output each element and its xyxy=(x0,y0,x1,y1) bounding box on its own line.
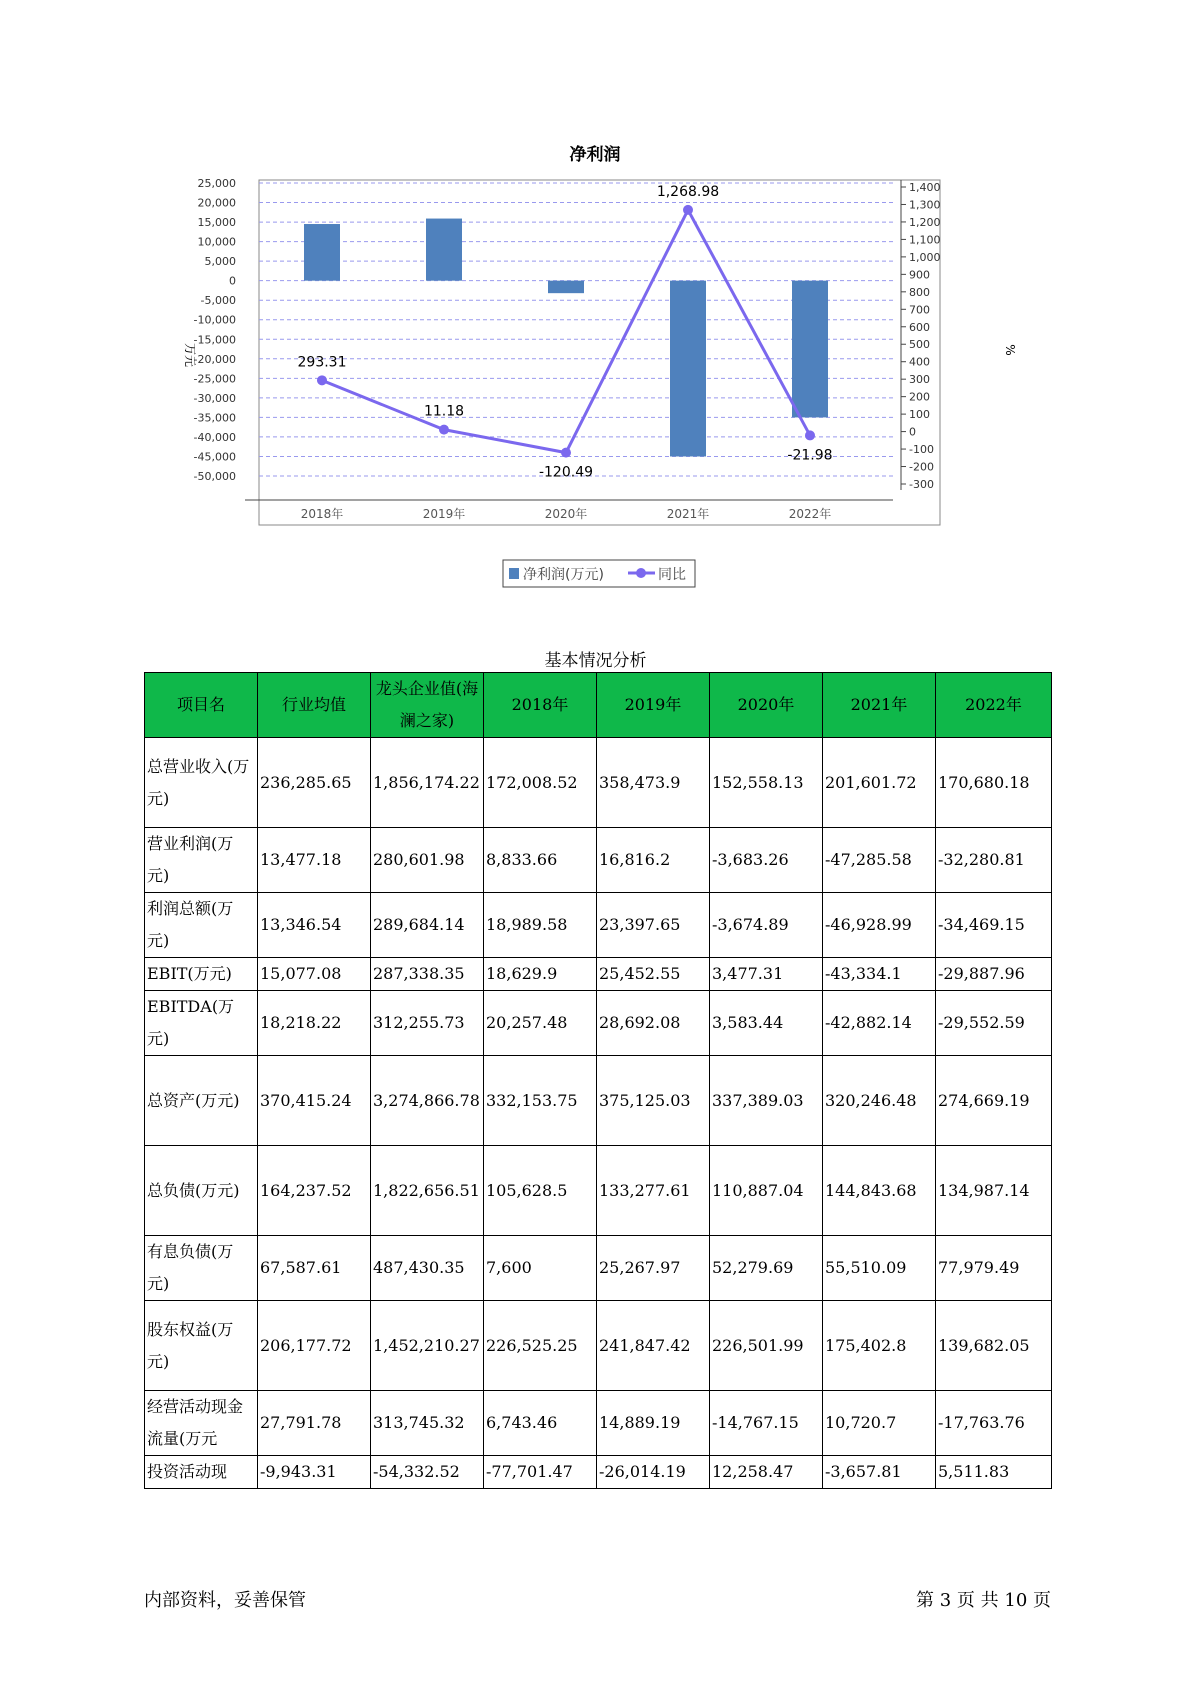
x-axis xyxy=(245,500,893,521)
y-right-tick-label: 700 xyxy=(909,303,930,317)
legend xyxy=(503,560,695,587)
data-label: -21.98 xyxy=(787,447,833,464)
table-cell: -42,882.14 xyxy=(823,991,936,1056)
net-profit-chart xyxy=(0,0,1191,600)
bar xyxy=(426,219,462,281)
y-right-tick-label: 500 xyxy=(909,338,930,352)
table-row xyxy=(145,1391,1052,1456)
bar xyxy=(304,224,340,281)
y-right-tick-label: 200 xyxy=(909,390,930,404)
y-right-tick-label: 100 xyxy=(909,408,930,422)
table-cell: 1,822,656.51 xyxy=(371,1146,484,1236)
y-right-tick-label: 400 xyxy=(909,355,930,369)
y-right-tick-label: 1,200 xyxy=(909,215,941,229)
page-number: 第 3 页 共 10 页 xyxy=(916,1590,1051,1611)
header-cell: 龙头企业值(海澜之家) xyxy=(371,673,484,738)
y-right-tick-label: -100 xyxy=(909,443,934,457)
table-cell: 23,397.65 xyxy=(597,893,710,958)
table-cell: 1,452,210.27 xyxy=(371,1301,484,1391)
row-label-cell: 总营业收入(万元) xyxy=(145,738,258,828)
y-left-tick-label: -50,000 xyxy=(193,470,236,483)
y-left-tick-label: -30,000 xyxy=(193,391,236,405)
table-cell: 241,847.42 xyxy=(597,1301,710,1391)
bar xyxy=(670,281,706,457)
y-left-tick-label: 15,000 xyxy=(197,216,236,230)
table-cell: 6,743.46 xyxy=(484,1391,597,1456)
row-label-cell: 经营活动现金流量(万元 xyxy=(145,1391,258,1456)
line-series xyxy=(298,184,833,481)
table-cell: 175,402.8 xyxy=(823,1301,936,1391)
table-cell: 280,601.98 xyxy=(371,828,484,893)
table-cell: -3,674.89 xyxy=(710,893,823,958)
table-cell: 133,277.61 xyxy=(597,1146,710,1236)
table-row xyxy=(145,828,1052,893)
line-point xyxy=(439,425,449,435)
table-cell: -54,332.52 xyxy=(371,1456,484,1489)
row-label-cell: 总资产(万元) xyxy=(145,1056,258,1146)
table-cell: -77,701.47 xyxy=(484,1456,597,1489)
table-cell: 134,987.14 xyxy=(936,1146,1052,1236)
data-label: 293.31 xyxy=(297,354,347,371)
table-row xyxy=(145,1056,1052,1146)
table-header-row xyxy=(145,673,1052,738)
table-cell: 12,258.47 xyxy=(710,1456,823,1489)
y-right-tick-label: -200 xyxy=(909,460,934,474)
table-row xyxy=(145,991,1052,1056)
table-cell: -3,657.81 xyxy=(823,1456,936,1489)
header-cell: 项目名 xyxy=(145,673,258,738)
table-cell: 67,587.61 xyxy=(258,1236,371,1301)
table-cell: 18,218.22 xyxy=(258,991,371,1056)
table-cell: -29,887.96 xyxy=(936,958,1052,991)
y-right-tick-label: 1,300 xyxy=(909,198,941,212)
y-left-tick-label: -5,000 xyxy=(200,294,236,308)
row-label-cell: 投资活动现 xyxy=(145,1456,258,1489)
row-label-cell: 总负债(万元) xyxy=(145,1146,258,1236)
table-cell: 14,889.19 xyxy=(597,1391,710,1456)
table-cell: -34,469.15 xyxy=(936,893,1052,958)
table-cell: 3,477.31 xyxy=(710,958,823,991)
row-label-cell: EBIT(万元) xyxy=(145,958,258,991)
legend-bar-label: 净利润(万元) xyxy=(523,567,604,583)
header-cell: 行业均值 xyxy=(258,673,371,738)
table-cell: 52,279.69 xyxy=(710,1236,823,1301)
table-cell: 375,125.03 xyxy=(597,1056,710,1146)
table-cell: 289,684.14 xyxy=(371,893,484,958)
y-left-tick-label: 25,000 xyxy=(197,177,236,190)
table-cell: 27,791.78 xyxy=(258,1391,371,1456)
table-cell: 5,511.83 xyxy=(936,1456,1052,1489)
x-tick-label: 2022年 xyxy=(788,507,832,521)
table-cell: -29,552.59 xyxy=(936,991,1052,1056)
table-cell: 226,501.99 xyxy=(710,1301,823,1391)
line-path xyxy=(322,210,810,453)
table-cell: -46,928.99 xyxy=(823,893,936,958)
table-cell: 236,285.65 xyxy=(258,738,371,828)
y-left-tick-label: 20,000 xyxy=(197,196,236,210)
analysis-table xyxy=(144,672,1052,1489)
table-cell: 13,346.54 xyxy=(258,893,371,958)
table-cell: 18,989.58 xyxy=(484,893,597,958)
y-right-tick-label: -300 xyxy=(909,478,934,491)
table-cell: 370,415.24 xyxy=(258,1056,371,1146)
row-label-cell: 有息负债(万元) xyxy=(145,1236,258,1301)
table-row xyxy=(145,738,1052,828)
header-cell: 2019年 xyxy=(597,673,710,738)
legend-line-label: 同比 xyxy=(658,567,686,583)
table-cell: 25,452.55 xyxy=(597,958,710,991)
line-point xyxy=(317,375,327,385)
table-cell: 287,338.35 xyxy=(371,958,484,991)
x-tick-label: 2021年 xyxy=(666,507,710,521)
table-row xyxy=(145,1301,1052,1391)
y-right-tick-label: 800 xyxy=(909,285,930,299)
x-tick-label: 2018年 xyxy=(300,507,344,521)
table-cell: -3,683.26 xyxy=(710,828,823,893)
table-cell: -17,763.76 xyxy=(936,1391,1052,1456)
y-axis-left-label: 万元 xyxy=(183,342,197,368)
y-left-tick-label: -40,000 xyxy=(193,430,236,444)
table-cell: 15,077.08 xyxy=(258,958,371,991)
table-cell: 8,833.66 xyxy=(484,828,597,893)
row-label-cell: 股东权益(万元) xyxy=(145,1301,258,1391)
y-left-tick-label: 5,000 xyxy=(204,255,236,269)
table-row xyxy=(145,893,1052,958)
row-label-cell: 营业利润(万元) xyxy=(145,828,258,893)
table-row xyxy=(145,958,1052,991)
y-left-tick-label: -35,000 xyxy=(193,411,236,425)
table-cell: 206,177.72 xyxy=(258,1301,371,1391)
table-row xyxy=(145,1456,1052,1489)
table-cell: -32,280.81 xyxy=(936,828,1052,893)
table-cell: 201,601.72 xyxy=(823,738,936,828)
bar xyxy=(792,281,828,418)
table-cell: 320,246.48 xyxy=(823,1056,936,1146)
table-cell: 337,389.03 xyxy=(710,1056,823,1146)
plot-frame xyxy=(259,180,940,525)
data-label: 11.18 xyxy=(423,403,465,420)
header-cell: 2020年 xyxy=(710,673,823,738)
line-point xyxy=(683,205,693,215)
table-cell: -9,943.31 xyxy=(258,1456,371,1489)
table-cell: 312,255.73 xyxy=(371,991,484,1056)
table-cell: 77,979.49 xyxy=(936,1236,1052,1301)
table-cell: 25,267.97 xyxy=(597,1236,710,1301)
footer-confidential: 内部资料，妥善保管 xyxy=(144,1590,306,1611)
table-cell: 144,843.68 xyxy=(823,1146,936,1236)
table-cell: 152,558.13 xyxy=(710,738,823,828)
row-label-cell: EBITDA(万元) xyxy=(145,991,258,1056)
header-cell: 2021年 xyxy=(823,673,936,738)
header-cell: 2022年 xyxy=(936,673,1052,738)
table-cell: 10,720.7 xyxy=(823,1391,936,1456)
table-cell: 105,628.5 xyxy=(484,1146,597,1236)
table-cell: 172,008.52 xyxy=(484,738,597,828)
table-cell: 1,856,174.22 xyxy=(371,738,484,828)
y-right-tick-label: 600 xyxy=(909,320,930,334)
y-left-tick-label: -25,000 xyxy=(193,372,236,386)
table-cell: 487,430.35 xyxy=(371,1236,484,1301)
table-title: 基本情况分析 xyxy=(544,651,647,671)
table-cell: 28,692.08 xyxy=(597,991,710,1056)
table-cell: 164,237.52 xyxy=(258,1146,371,1236)
table-cell: 110,887.04 xyxy=(710,1146,823,1236)
table-cell: 226,525.25 xyxy=(484,1301,597,1391)
data-label: 1,268.98 xyxy=(656,183,720,200)
table-cell: 7,600 xyxy=(484,1236,597,1301)
chart-title: 净利润 xyxy=(569,145,621,165)
table-cell: 3,274,866.78 xyxy=(371,1056,484,1146)
table-cell: -47,285.58 xyxy=(823,828,936,893)
table-cell: 16,816.2 xyxy=(597,828,710,893)
table-cell: -26,014.19 xyxy=(597,1456,710,1489)
legend-line-marker xyxy=(636,568,646,578)
table-cell: 139,682.05 xyxy=(936,1301,1052,1391)
table-cell: 313,745.32 xyxy=(371,1391,484,1456)
y-right-tick-label: 1,000 xyxy=(909,250,941,264)
table-cell: 18,629.9 xyxy=(484,958,597,991)
y-axis-right-label: % xyxy=(1003,344,1017,356)
y-right-tick-label: 1,400 xyxy=(909,181,941,194)
table-cell: 55,510.09 xyxy=(823,1236,936,1301)
y-right-tick-label: 300 xyxy=(909,373,930,387)
data-label: -120.49 xyxy=(538,464,594,481)
table-cell: 13,477.18 xyxy=(258,828,371,893)
table-cell: 3,583.44 xyxy=(710,991,823,1056)
y-left-tick-label: -15,000 xyxy=(193,333,236,347)
y-right-tick-label: 900 xyxy=(909,268,930,282)
row-label-cell: 利润总额(万元) xyxy=(145,893,258,958)
x-tick-label: 2019年 xyxy=(422,507,466,521)
x-tick-label: 2020年 xyxy=(544,507,588,521)
y-left-tick-label: -10,000 xyxy=(193,313,236,327)
table-cell: 170,680.18 xyxy=(936,738,1052,828)
y-right-tick-label: 0 xyxy=(909,425,916,439)
y-left-tick-label: -20,000 xyxy=(193,352,236,366)
table-cell: -43,334.1 xyxy=(823,958,936,991)
y-left-tick-label: 10,000 xyxy=(197,235,236,249)
header-cell: 2018年 xyxy=(484,673,597,738)
right-axis xyxy=(901,180,941,491)
left-axis xyxy=(194,177,236,483)
table-cell: 358,473.9 xyxy=(597,738,710,828)
bar xyxy=(548,281,584,294)
y-left-tick-label: -45,000 xyxy=(193,450,236,464)
y-left-tick-label: 0 xyxy=(229,274,236,288)
line-point xyxy=(805,430,815,440)
y-right-tick-label: 1,100 xyxy=(909,233,941,247)
legend-bar-swatch xyxy=(509,568,519,579)
table-cell: 274,669.19 xyxy=(936,1056,1052,1146)
table-cell: -14,767.15 xyxy=(710,1391,823,1456)
table-cell: 20,257.48 xyxy=(484,991,597,1056)
table-row xyxy=(145,1236,1052,1301)
bar-series xyxy=(304,219,828,457)
line-point xyxy=(561,448,571,458)
table-cell: 332,153.75 xyxy=(484,1056,597,1146)
table-row xyxy=(145,1146,1052,1236)
